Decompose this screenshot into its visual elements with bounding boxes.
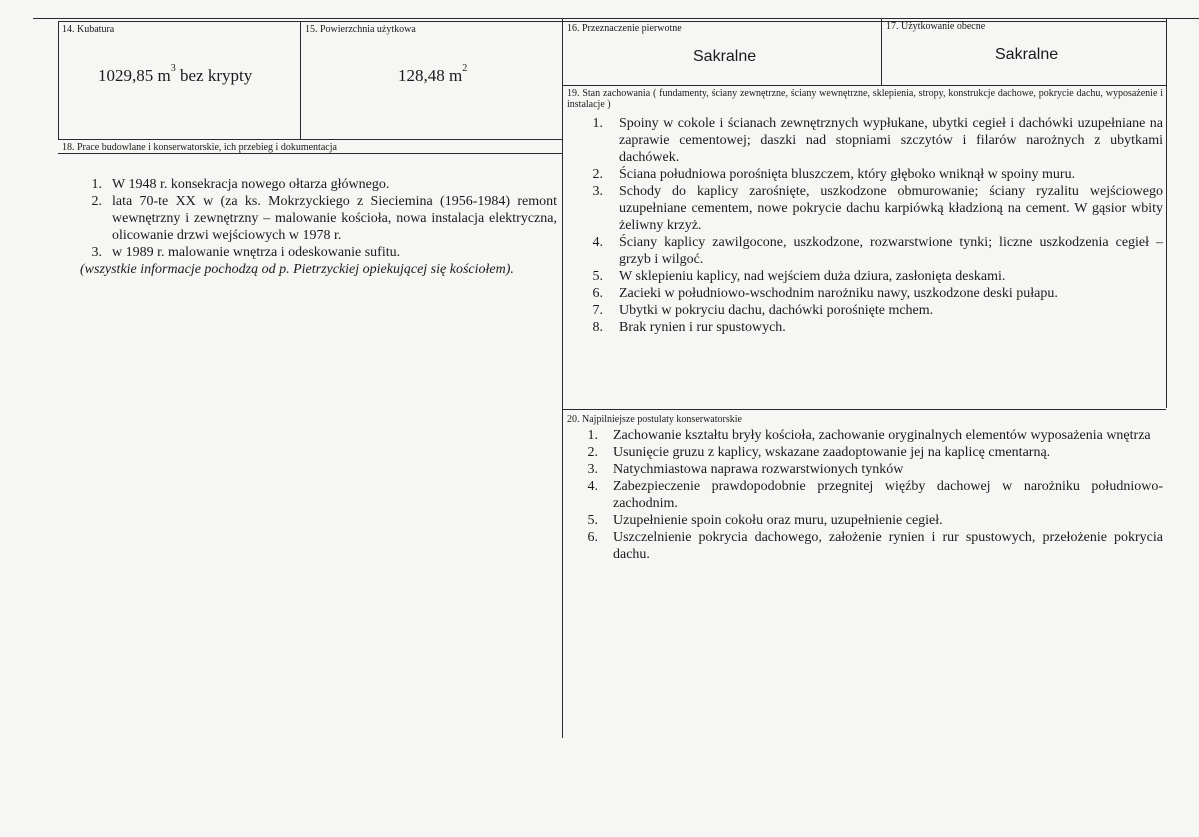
field-20-content bbox=[566, 427, 1163, 563]
condition-list-item: 8. Brak rynien i rur spustowych. bbox=[592, 320, 786, 335]
volume-unit-exponent: 3 bbox=[170, 63, 176, 74]
field-18-label: 18. Prace budowlane i konserwatorskie, ich przebieg i dokumentacja bbox=[62, 142, 337, 153]
hline-section20 bbox=[562, 409, 1166, 410]
field-14-value bbox=[98, 63, 253, 86]
field-15-label: 15. Powierzchnia użytkowa bbox=[305, 24, 416, 35]
field-19-content bbox=[566, 115, 1163, 336]
hline-section19 bbox=[562, 85, 1166, 86]
top-rule-2 bbox=[58, 21, 1166, 22]
field-16-value: Sakralne bbox=[693, 48, 757, 65]
volume-note: bez krypty bbox=[175, 66, 253, 85]
field-17-label: 17. Użytkowanie obecne bbox=[886, 21, 986, 32]
condition-list-item: 4. Ściany kaplicy zawilgocone, uszkodzone, rozwarstwione tynki; liczne uszkodzenia cegieł – grzyb i wilgoć. bbox=[592, 235, 1163, 267]
hline-section18 bbox=[58, 139, 562, 140]
postulates-list-item: 6. Uszczelnienie pokrycia dachowego, założenie rynien i rur spustowych, przełożenie pokrycia dachu. bbox=[587, 530, 1163, 562]
top-rule bbox=[33, 18, 1199, 19]
works-list-item: 3. w 1989 r. malowanie wnętrza i odeskowanie sufitu. bbox=[91, 245, 401, 260]
field-16-label: 16. Przeznaczenie pierwotne bbox=[567, 23, 682, 34]
vline-center bbox=[562, 18, 563, 738]
field-17-value: Sakralne bbox=[995, 46, 1059, 63]
condition-list-item: 5. W sklepieniu kaplicy, nad wejściem duża dziura, zasłonięta deskami. bbox=[592, 269, 1006, 284]
postulates-list-item: 4. Zabezpieczenie prawdopodobnie przegnitej więźby dachowej w narożniku południowo-zachodnim. bbox=[587, 479, 1163, 511]
works-list bbox=[80, 176, 557, 261]
vline-14-15 bbox=[300, 21, 301, 139]
postulates-list-item: 3. Natychmiastowa naprawa rozwarstwionych tynków bbox=[587, 462, 904, 477]
area-unit-exponent: 2 bbox=[462, 63, 468, 74]
works-list-item: 1. W 1948 r. konsekracja nowego ołtarza głównego. bbox=[91, 177, 390, 192]
postulates-list-item: 2. Usunięcie gruzu z kaplicy, wskazane zaadoptowanie jej na kaplicę cmentarną. bbox=[587, 445, 1051, 460]
field-15-value bbox=[398, 63, 468, 86]
condition-list bbox=[566, 115, 1163, 336]
works-list-item: 2. lata 70-te XX w (za ks. Mokrzyckiego z Sieciemina (1956-1984) remont wewnętrzny i zewnętrzny – malowanie kościoła, nowa instalacja elektryczna, olicowanie drzwi wejściowych w 1978 r. bbox=[91, 194, 557, 243]
postulates-list-item: 5. Uzupełnienie spoin cokołu oraz muru, uzupełnienie cegieł. bbox=[587, 513, 943, 528]
hline-section18-b bbox=[58, 153, 562, 154]
condition-list-item: 2. Ściana południowa porośnięta bluszczem, który głęboko wniknął w spoiny muru. bbox=[592, 167, 1076, 182]
vline-left bbox=[58, 21, 59, 139]
vline-right bbox=[1166, 18, 1167, 408]
postulates-list-item: 1. Zachowanie kształtu bryły kościoła, zachowanie oryginalnych elementów wyposażenia wnętrza bbox=[587, 428, 1151, 443]
field-20-label: 20. Najpilniejsze postulaty konserwatorskie bbox=[567, 414, 742, 425]
vline-16-17 bbox=[881, 18, 882, 85]
field-19-label: 19. Stan zachowania ( fundamenty, ściany zewnętrzne, ściany wewnętrzne, sklepienia, stropy, konstrukcje dachowe, pokrycie dachu, wyposażenie i instalacje ) bbox=[567, 88, 1163, 110]
area-value: 128,48 m bbox=[398, 66, 463, 85]
volume-value: 1029,85 m bbox=[98, 66, 171, 85]
condition-list-item: 6. Zacieki w południowo-wschodnim narożniku nawy, uszkodzone deski pułapu. bbox=[592, 286, 1058, 301]
field-18-content bbox=[80, 176, 557, 278]
condition-list-item: 3. Schody do kaplicy zarośnięte, uszkodzone obmurowanie; ściany ryzalitu wejściowego uzupełniane cementem, nowe pokrycie dachu karpiówką kładzioną na cement. W gąsior wbity żeliwny krzyż. bbox=[592, 184, 1163, 233]
condition-list-item: 1. Spoiny w cokole i ścianach zewnętrznych wypłukane, ubytki cegieł i dachówki uzupełniane na zaprawie cementowej; daszki nad stopniami szczytów i filarów narożnych z ubytkami dachówek. bbox=[592, 116, 1163, 165]
postulates-list bbox=[566, 427, 1163, 563]
condition-list-item: 7. Ubytki w pokryciu dachu, dachówki porośnięte mchem. bbox=[592, 303, 934, 318]
works-source-note: (wszystkie informacje pochodzą od p. Pietrzyckiej opiekującej się kościołem). bbox=[80, 262, 514, 277]
field-14-label: 14. Kubatura bbox=[62, 24, 115, 35]
